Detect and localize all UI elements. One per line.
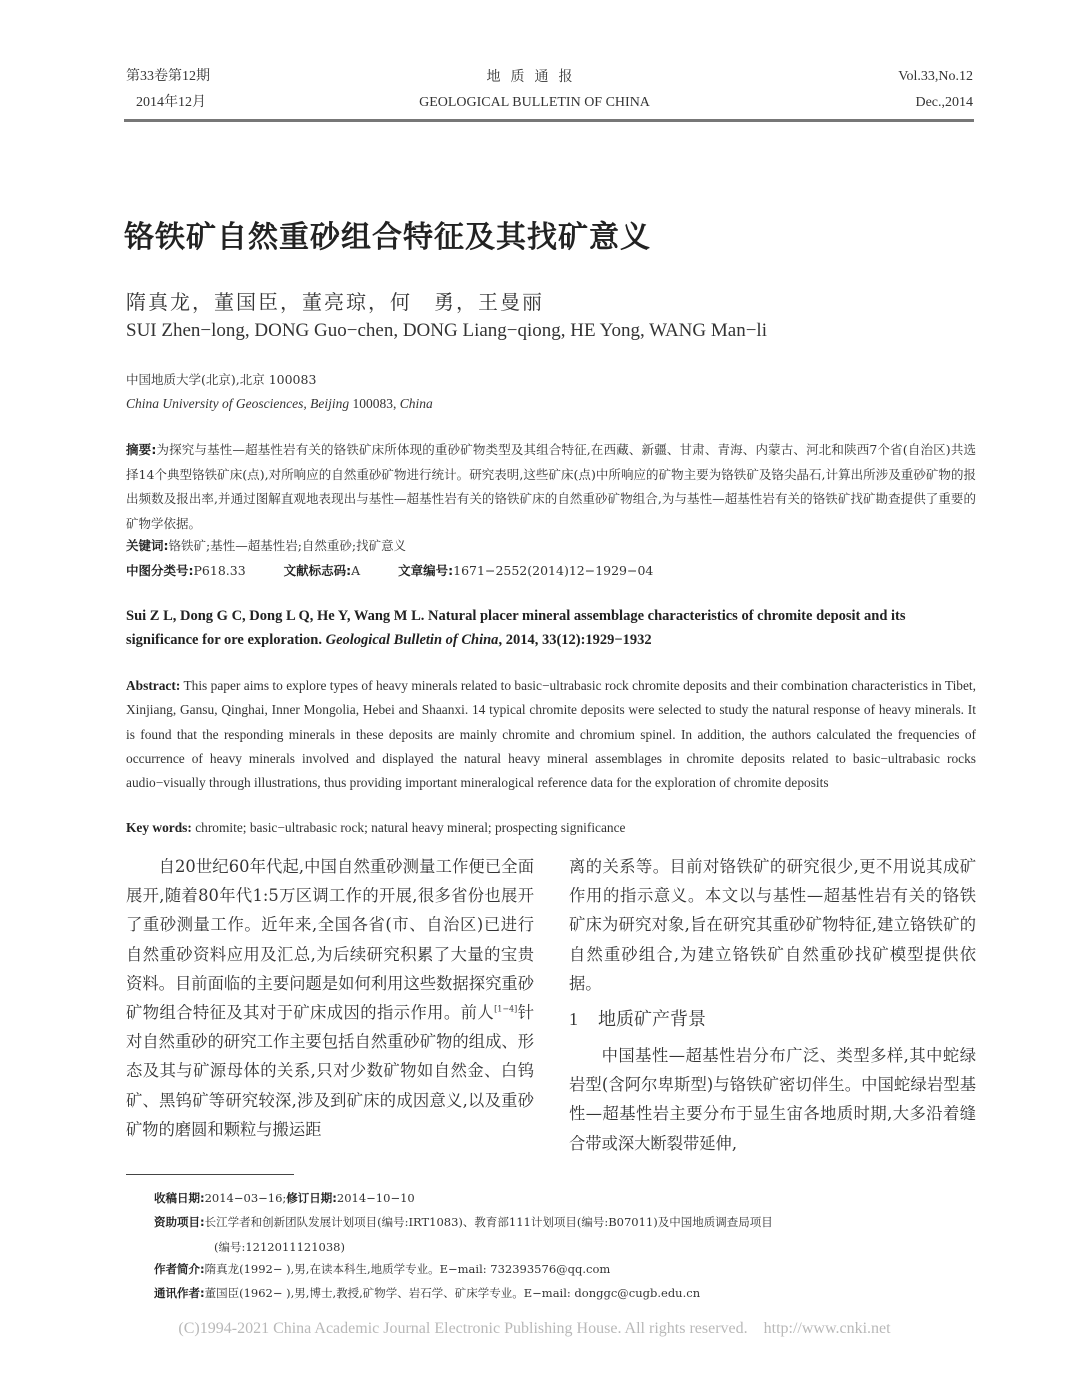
corresponding-label: 通讯作者: (154, 1286, 205, 1300)
author-label: 作者简介: (154, 1262, 205, 1276)
footnote-corresponding (154, 1283, 944, 1303)
keywords-en-label: Key words: (126, 820, 192, 835)
section-heading (569, 1004, 976, 1035)
footnote-funding (154, 1212, 944, 1232)
clc-label: 中图分类号: (126, 563, 194, 578)
funding-text: 长江学者和创新团队发展计划项目(编号:IRT1083)、教育部111计划项目(编号:B07011)及中国地质调查局项目 (204, 1215, 773, 1229)
article-no-value: 1671−2552(2014)12−1929−04 (453, 563, 654, 578)
article-no-label: 文章编号: (398, 563, 454, 578)
header-divider (124, 119, 974, 122)
abstract-cn-label: 摘要: (126, 442, 157, 457)
abstract-en (126, 674, 976, 795)
citation-details: , 2014, 33(12):1929−1932 (498, 632, 652, 648)
journal-name-en: GEOLOGICAL BULLETIN OF CHINA (419, 95, 650, 110)
received-label: 收稿日期: (154, 1191, 205, 1205)
copyright-notice: (C)1994-2021 China Academic Journal Electronic Publishing House. All rights reserved. http://www.cnki.net (178, 1320, 891, 1337)
doc-code-value: A (351, 563, 361, 578)
authors-en: SUI Zhen−long, DONG Guo−chen, DONG Liang−qiong, HE Yong, WANG Man−li (126, 320, 767, 341)
affiliation-en-postcode: 100083, (349, 396, 400, 411)
journal-name-cn: 地质通报 (486, 69, 583, 85)
volume-issue-cn: 第33卷第12期 (126, 69, 210, 84)
doc-code-label: 文献标志码: (283, 563, 352, 578)
abstract-en-label: Abstract: (126, 678, 181, 693)
citation (126, 604, 976, 652)
section-paragraph: 中国基性—超基性岩分布广泛、类型多样,其中蛇绿岩型(含阿尔卑斯型)与铬铁矿密切伴生。中国蛇绿岩型基性—超基性岩主要分布于显生宙各地质时期,大多沿着缝合带或深大断裂带延伸, (569, 1046, 976, 1153)
article-title: 铬铁矿自然重砂组合特征及其找矿意义 (124, 220, 651, 255)
intro-paragraph-cont: 离的关系等。目前对铬铁矿的研究很少,更不用说其成矿作用的指示意义。本文以与基性—超基性岩有关的铬铁矿床为研究对象,旨在研究其重砂矿物特征,建立铬铁矿的自然重砂组合,为建立铬铁矿自然重砂找矿模型提供依据。 (569, 857, 976, 993)
affiliation-en (126, 396, 433, 412)
section-number: 1 (569, 1009, 578, 1030)
intro-text-b: 针对自然重砂的研究工作主要包括自然重砂矿物的组成、形态及其与矿源母体的关系,只对少数矿物如自然金、白钨矿、黑钨矿等研究较深,涉及到矿床的成因意义,以及重砂矿物的磨圆和颗粒与搬运距 (126, 1003, 534, 1139)
revised-date: 2014−10−10 (336, 1191, 415, 1205)
header-volume-en (898, 64, 973, 116)
footnote-author (154, 1259, 944, 1279)
authors-cn: 隋真龙，董国臣，董亮琼，何 勇，王曼丽 (126, 290, 544, 314)
revised-label: 修订日期: (286, 1191, 337, 1205)
section-title: 地质矿产背景 (598, 1009, 706, 1031)
author-text: 隋真龙(1992− ),男,在读本科生,地质学专业。E−mail: 732393576@qq.com (204, 1262, 611, 1276)
keywords-cn-label: 关键词: (126, 538, 169, 553)
reference-mark[interactable]: [1−4] (494, 1004, 518, 1014)
affiliation-en-country: China (399, 396, 433, 411)
footnote-funding-cont: (编号:1212011121038) (214, 1240, 345, 1254)
funding-label: 资助项目: (154, 1215, 205, 1229)
classification-row (126, 561, 687, 579)
abstract-en-text: This paper aims to explore types of heavy minerals related to basic−ultrabasic rock chromite deposits and their combination characteristics in Tibet, Xinjiang, Gansu, Qinghai, Inner Mongolia, Hebei and Shaanxi. 14 typical chromite deposits were selected to study the natural response of heavy minerals. It is found that the responding minerals in these deposits are mainly chromite and chromium spinel. In addition, the authors calculated the frequencies of occurrence of heavy minerals involved and displayed the natural heavy mineral assemblages in chromite deposits related to basic−ultrabasic rocks audio−visually through illustrations, thus providing important mineralogical reference data for the exploration of chromite deposits (126, 678, 976, 791)
volume-issue-en: Vol.33,No.12 (898, 69, 973, 84)
date-en: Dec.,2014 (915, 95, 973, 110)
clc-value: P618.33 (193, 563, 246, 578)
abstract-cn (126, 438, 976, 536)
corresponding-text: 董国臣(1962− ),男,博士,教授,矿物学、岩石学、矿床学专业。E−mail: donggc@cugb.edu.cn (204, 1286, 701, 1300)
keywords-en (126, 820, 626, 836)
intro-text-a: 自20世纪60年代起,中国自然重砂测量工作便已全面展开,随着80年代1:5万区调工作的开展,很多省份也展开了重砂测量工作。近年来,全国各省(市、自治区)已进行自然重砂资料应用及汇总,为后续研究积累了大量的宝贵资料。目前面临的主要问题是如何利用这些数据探究重砂矿物组合特征及其对于矿床成因的指示作用。前人 (126, 857, 534, 1023)
body-right-column (569, 852, 976, 1158)
affiliation-cn: 中国地质大学(北京),北京 100083 (126, 372, 317, 387)
keywords-cn-text: 铬铁矿;基性—超基性岩;自然重砂;找矿意义 (168, 538, 407, 553)
footnote-dates (154, 1188, 944, 1208)
date-cn: 2014年12月 (136, 95, 206, 110)
affiliation-en-name: China University of Geosciences, Beijing (126, 396, 350, 411)
keywords-cn (126, 536, 406, 554)
received-date: 2014−03−16; (204, 1191, 287, 1205)
intro-paragraph (126, 852, 534, 1144)
footnote-divider (126, 1174, 294, 1175)
abstract-cn-text: 为探究与基性—超基性岩有关的铬铁矿床所体现的重砂矿物类型及其组合特征,在西藏、新疆、甘肃、青海、内蒙古、河北和陕西7个省(自治区)共选择14个典型铬铁矿床(点),对所响应的自然重砂矿物进行统计。研究表明,这些矿床(点)中所响应的矿物主要为铬铁矿及铬尖晶石,计算出所涉及重砂矿物的报出频数及报出率,并通过图解直观地表现出与基性—超基性岩有关的铬铁矿床的自然重砂矿物组合,为与基性—超基性岩有关的铬铁矿找矿勘查提供了重要的矿物学依据。 (126, 442, 976, 531)
body-left-column (126, 852, 534, 1144)
citation-journal: Geological Bulletin of China (325, 632, 499, 648)
keywords-en-text: chromite; basic−ultrabasic rock; natural heavy mineral; prospecting significance (191, 820, 626, 835)
citation-authors-title: Sui Z L, Dong G C, Dong L Q, He Y, Wang M L. Natural placer mineral assemblage characteristics of chromite deposit and its significance for ore exploration. (126, 608, 906, 648)
